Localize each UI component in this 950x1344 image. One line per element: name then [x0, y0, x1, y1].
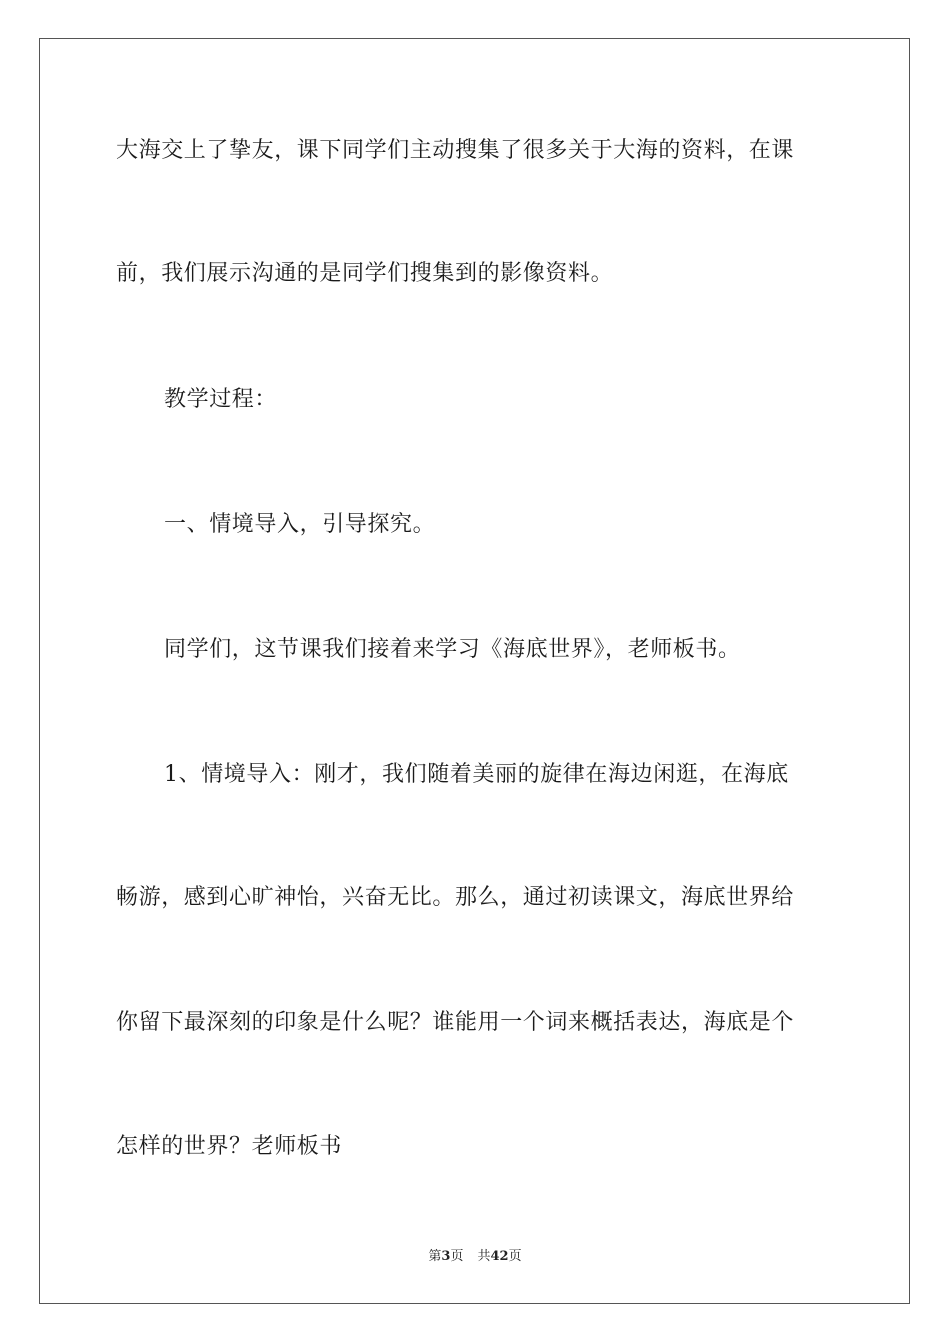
text-line-2: 前，我们展示沟通的是同学们搜集到的影像资料。: [116, 261, 614, 286]
section-heading: 教学过程：: [164, 387, 278, 412]
page-footer: [0, 1248, 950, 1266]
page-number: 3: [441, 1249, 451, 1264]
page-suffix: 页: [450, 1249, 464, 1264]
total-suffix: 页: [508, 1249, 522, 1264]
page-border: [39, 38, 910, 1304]
total-pages: 42: [490, 1249, 509, 1264]
text-line-8: 你留下最深刻的印象是什么呢？谁能用一个词来概括表达，海底是个: [116, 1010, 795, 1035]
text-line-1: 大海交上了挚友，课下同学们主动搜集了很多关于大海的资料，在课: [116, 138, 795, 163]
text-line-5: 同学们，这节课我们接着来学习《海底世界》，老师板书。: [164, 637, 741, 662]
text-line-9: 怎样的世界？老师板书: [116, 1134, 343, 1159]
total-prefix: 共: [477, 1249, 491, 1264]
text-line-7: 畅游，感到心旷神怡，兴奋无比。那么，通过初读课文，海底世界给: [116, 885, 795, 910]
subheading-1: 一、情境导入，引导探究。: [164, 512, 436, 537]
text-line-6: 1、情境导入：刚才，我们随着美丽的旋律在海边闲逛，在海底: [164, 762, 789, 787]
page-prefix: 第: [428, 1249, 442, 1264]
